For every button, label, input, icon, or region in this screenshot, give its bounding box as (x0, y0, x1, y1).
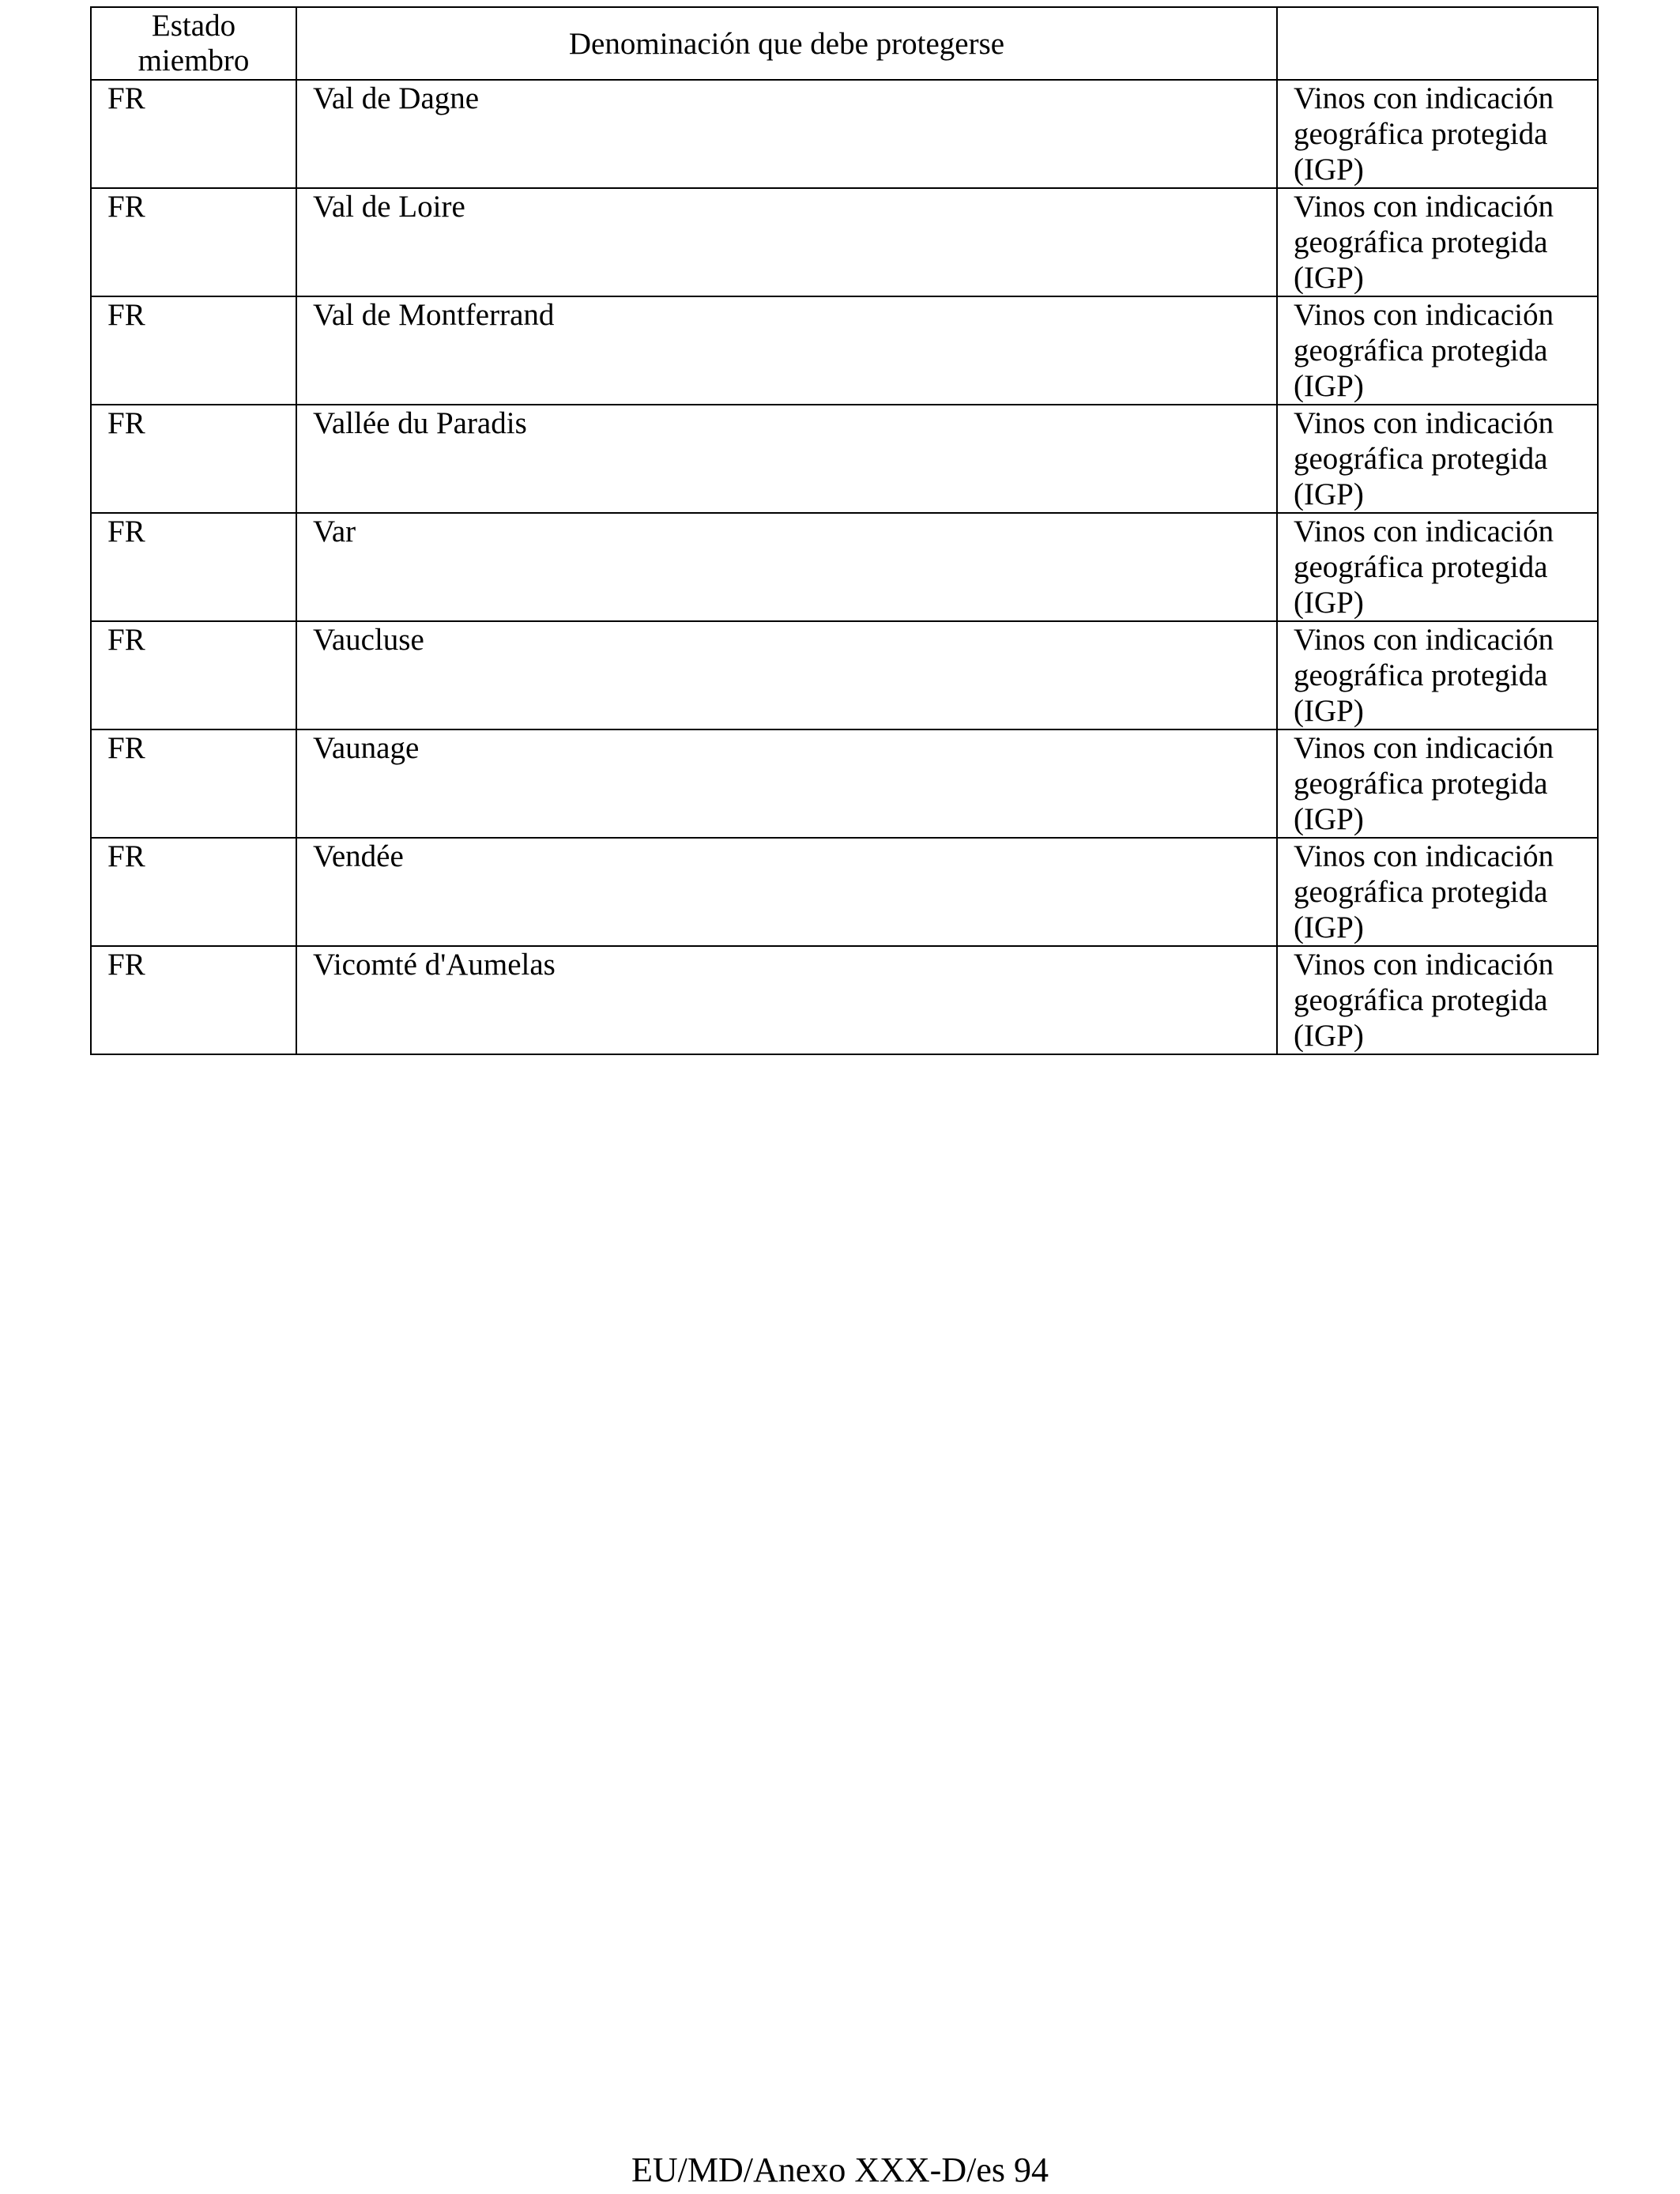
cell-category: Vinos con indicación geográfica protegida (IGP) (1277, 729, 1598, 838)
cell-denomination: Vaucluse (296, 621, 1277, 729)
cell-denomination: Val de Dagne (296, 80, 1277, 188)
cell-category: Vinos con indicación geográfica protegida (IGP) (1277, 838, 1598, 946)
table-row (91, 188, 1598, 296)
cell-category: Vinos con indicación geográfica protegida (IGP) (1277, 80, 1598, 188)
table-row (91, 296, 1598, 405)
header-denomination: Denominación que debe protegerse (296, 7, 1277, 80)
cell-category: Vinos con indicación geográfica protegida (IGP) (1277, 513, 1598, 621)
table-row (91, 729, 1598, 838)
cell-category: Vinos con indicación geográfica protegida (IGP) (1277, 621, 1598, 729)
table-row (91, 513, 1598, 621)
table-row (91, 621, 1598, 729)
cell-member-state: FR (91, 188, 296, 296)
cell-member-state: FR (91, 946, 296, 1054)
cell-member-state: FR (91, 513, 296, 621)
cell-category: Vinos con indicación geográfica protegida (IGP) (1277, 946, 1598, 1054)
cell-category: Vinos con indicación geográfica protegida (IGP) (1277, 296, 1598, 405)
cell-category: Vinos con indicación geográfica protegida (IGP) (1277, 188, 1598, 296)
table-row (91, 80, 1598, 188)
table-header-row (91, 7, 1598, 80)
page-footer-reference: EU/MD/Anexo XXX-D/es 94 (631, 2151, 1049, 2189)
cell-denomination: Vaunage (296, 729, 1277, 838)
header-category (1277, 7, 1598, 80)
cell-member-state: FR (91, 729, 296, 838)
table-row (91, 838, 1598, 946)
cell-denomination: Vicomté d'Aumelas (296, 946, 1277, 1054)
cell-category: Vinos con indicación geográfica protegida (IGP) (1277, 405, 1598, 513)
cell-member-state: FR (91, 621, 296, 729)
denominations-table (90, 6, 1599, 1055)
cell-denomination: Val de Montferrand (296, 296, 1277, 405)
cell-member-state: FR (91, 838, 296, 946)
cell-denomination: Vallée du Paradis (296, 405, 1277, 513)
cell-denomination: Vendée (296, 838, 1277, 946)
table-row (91, 405, 1598, 513)
cell-denomination: Val de Loire (296, 188, 1277, 296)
cell-denomination: Var (296, 513, 1277, 621)
cell-member-state: FR (91, 405, 296, 513)
cell-member-state: FR (91, 296, 296, 405)
cell-member-state: FR (91, 80, 296, 188)
table-row (91, 946, 1598, 1054)
header-member-state: Estado miembro (91, 7, 296, 80)
